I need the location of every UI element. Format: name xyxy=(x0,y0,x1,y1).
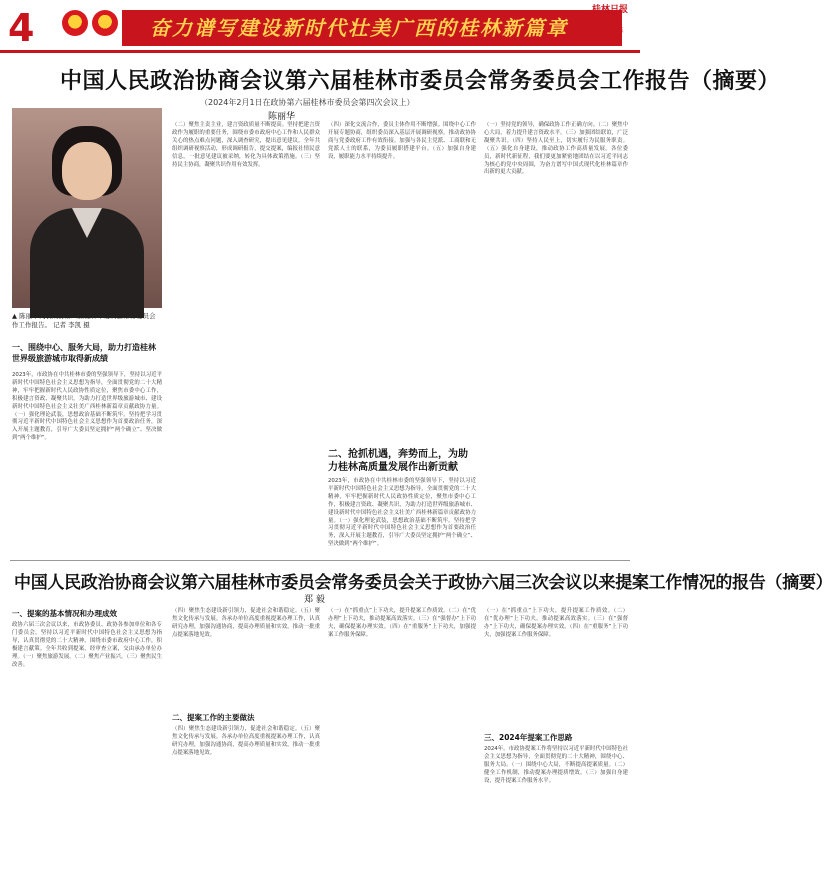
photo-caption: ▲ 陈丽华代表政协第六届桂林市委员会常务委员会作工作报告。 记者 李凯 摄 xyxy=(12,312,156,329)
speaker-photo xyxy=(12,108,162,308)
article1-column-1: 2023年，市政协在中共桂林市委的坚强领导下，坚持以习近平新时代中国特色社会主义思想为指导，全面贯彻党的二十大精神，牢牢把握新时代人民政协性质定位，聚焦市委中心工作，积极建言资政、凝聚共识，为助力打造世界级旅游城市、建设新时代中国特色社会主义壮美广西桂林新篇章贡献政协力量。（一）强化理论武装，思想政治基础不断筑牢。坚持把学习贯彻习近平新时代中国特色社会主义思想作为首要政治任务，深入开展主题教育，引导广大委员坚定拥护“两个确立”、坚决做到“两个维护”。 xyxy=(12,372,162,442)
article1-column-4: （一）坚持党的领导，确保政协工作正确方向。（二）聚焦中心大局，着力提升建言资政水平。（三）加强团结联谊，广泛凝聚共识。（四）坚持人民至上，切实履行为民服务职责。（五）强化自身建设，推动政协工作高质量发展。各位委员，新时代新征程，我们要更加紧密地团结在以习近平同志为核心的党中央周围，为奋力谱写中国式现代化桂林篇章作出新的更大贡献。 xyxy=(484,122,628,176)
article2-column-2: （四）聚焦生态建设新引领力，促进社会和谐稳定。（五）聚焦文化传承与发展。各承办单位高度重视提案办理工作，认真研究办理，加强沟通协商，提高办理质量和实效，推动一批重点提案落地见效。 xyxy=(172,608,320,638)
article2-column-4: 2024年，市政协提案工作将坚持以习近平新时代中国特色社会主义思想为指导，全面贯彻党的二十大精神，围绕中心、服务大局。（一）围绕中心大局，不断提高提案质量。（二）健全工作机制，推动提案办理提质增效。（三）加强自身建设，提升提案工作服务水平。 xyxy=(484,746,628,784)
article1-column-3b: 2023年，市政协在中共桂林市委的坚强领导下，坚持以习近平新时代中国特色社会主义思想为指导，全面贯彻党的二十大精神，牢牢把握新时代人民政协性质定位，聚焦市委中心工作，积极建言资政、凝聚共识，为助力打造世界级旅游城市、建设新时代中国特色社会主义壮美广西桂林新篇章贡献政协力量。（一）强化理论武装，思想政治基础不断筑牢。坚持把学习贯彻习近平新时代中国特色社会主义思想作为首要政治任务，深入开展主题教育，引导广大委员坚定拥护“两个确立”、坚决做到“两个维护”。 xyxy=(328,478,476,548)
masthead-logo: 桂林日报 xyxy=(591,5,628,15)
slogan-text: 奋力谱写建设新时代壮美广西的桂林新篇章 xyxy=(150,16,568,40)
cpc-emblem-icon xyxy=(62,10,88,36)
page-number: 4 xyxy=(8,6,35,50)
article2-title: 中国人民政治协商会议第六届桂林市委员会常务委员会关于政协六届三次会议以来提案工作情况的报告（摘要） xyxy=(14,573,832,593)
article1-column-3: （四）深化交流合作，委员主体作用不断增强。围绕中心工作开展专题协商，组织委员深入基层开展调研视察，推动政协协商与党委政府工作有效衔接。加强与各民主党派、工商联和无党派人士的联系，为委员履职搭建平台。（五）加强自身建设，履职能力水平持续提升。 xyxy=(328,122,476,160)
date-line: 2024年2月2日 星期五 xyxy=(568,28,624,34)
article2-column-1: 政协六届三次会议以来，市政协委员、政协各参加单位和各专门委员会，坚持以习近平新时代中国特色社会主义思想为指导，认真贯彻党的二十大精神，围绕市委市政府中心工作，积极建言献策。全年共收到提案，经审查立案，交由承办单位办理。（一）聚焦旅游发展。（二）聚焦产业振兴。（三）聚焦民生改善。 xyxy=(12,622,162,668)
article1-section2-heading: 二、抢抓机遇，奔势而上，为助力桂林高质量发展作出新贡献 xyxy=(328,449,468,473)
article1-subtitle: （2024年2月1日在政协第六届桂林市委员会第四次会议上） xyxy=(200,98,415,107)
article2-section1-heading: 一、提案的基本情况和办理成效 xyxy=(12,609,117,618)
article2-section2-heading: 二、提案工作的主要做法 xyxy=(172,713,255,722)
article1-author: 陈丽华 xyxy=(268,112,296,122)
proofreader-line: 责任校对 邓 颖 xyxy=(568,21,605,27)
article1-column-2: （二）聚焦主责主业，建言资政质量不断提高。坚持把建言资政作为履职的重要任务，围绕市委市政府中心工作和人民群众关心的热点难点问题，深入调查研究，提出意见建议。全年共组织调研视察活动，形成调研报告，提交提案，编报社情民意信息，一批意见建议被采纳，转化为具体政策措施。（三）坚持民主协商，凝聚共识作用有效发挥。 xyxy=(172,122,320,168)
article1-title: 中国人民政治协商会议第六届桂林市委员会常务委员会工作报告（摘要） xyxy=(60,68,781,94)
article2-section3-heading: 三、2024年提案工作思路 xyxy=(484,733,573,742)
header-divider xyxy=(0,50,640,53)
article2-column-2b: （四）聚焦生态建设新引领力，促进社会和谐稳定。（五）聚焦文化传承与发展。各承办单位高度重视提案办理工作，认真研究办理，加强沟通协商，提高办理质量和实效，推动一批重点提案落地见效。 xyxy=(172,726,320,756)
article2-column-3: （一）在“抓重点”上下功夫，提升提案工作质效。（二）在“优办理”上下功夫，推动提案高效落实。（三）在“强督办”上下功夫，确保提案办理实效。（四）在“重服务”上下功夫，加强提案工作服务保障。 xyxy=(328,608,476,638)
editor-credits xyxy=(568,14,628,35)
article1-section-heading: 一、围绕中心、服务大局，助力打造桂林世界级旅游城市取得新成绩 xyxy=(12,343,156,363)
article2-author: 郑 毅 xyxy=(304,595,325,605)
article-divider xyxy=(10,560,630,561)
cppcc-emblem-icon xyxy=(92,10,118,36)
article2-column-4a: （一）在“抓重点”上下功夫，提升提案工作质效。（二）在“优办理”上下功夫，推动提案高效落实。（三）在“强督办”上下功夫，确保提案办理实效。（四）在“重服务”上下功夫，加强提案工作服务保障。 xyxy=(484,608,628,638)
editor-line: 责任编辑 郭 华 xyxy=(568,14,605,20)
page-header xyxy=(0,0,640,58)
